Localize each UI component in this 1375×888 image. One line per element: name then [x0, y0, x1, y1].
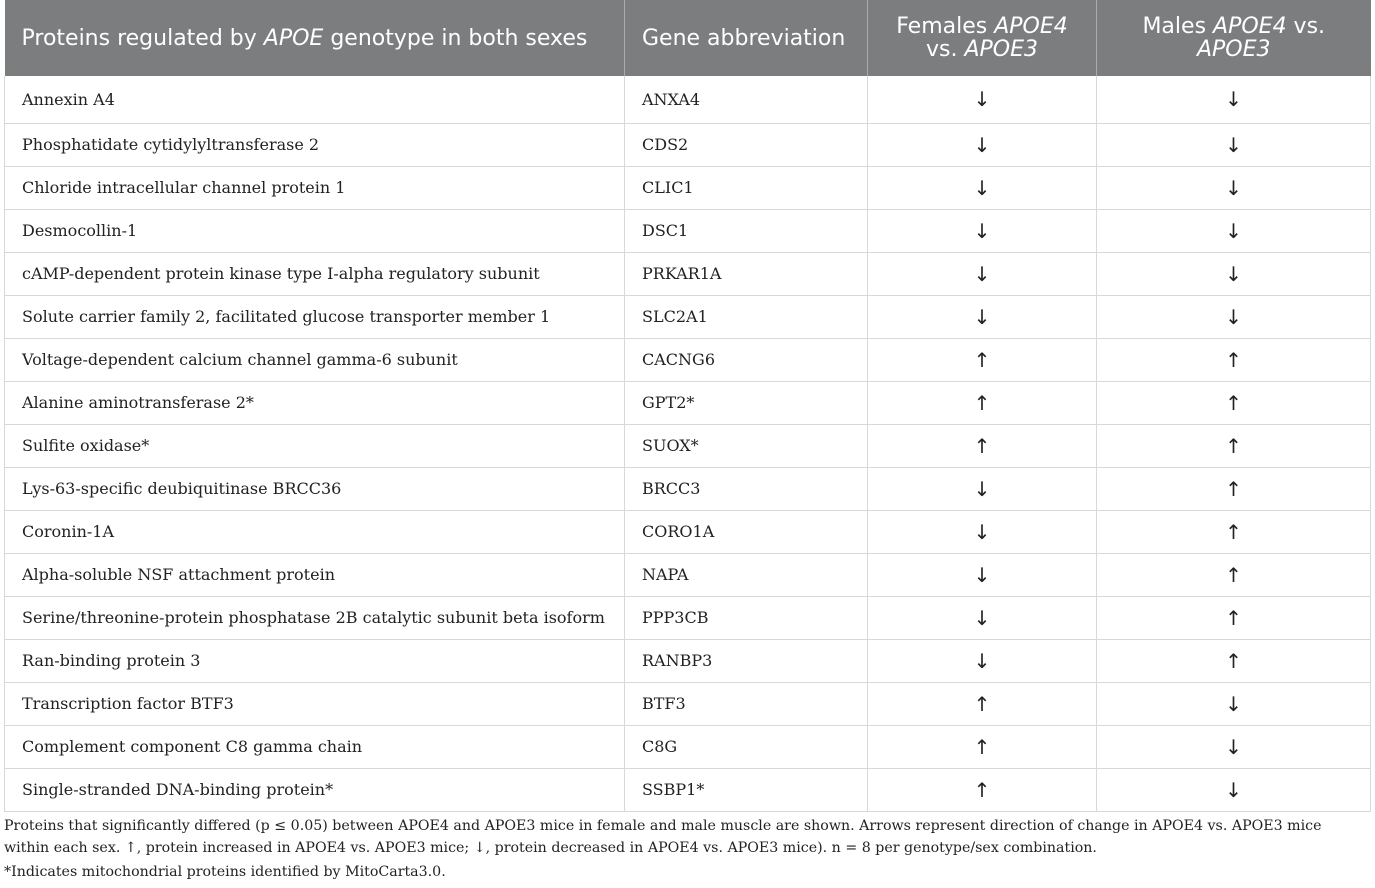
male-direction-arrow: ↓: [1097, 252, 1371, 295]
header-gene-abbreviation: Gene abbreviation: [625, 0, 868, 76]
table-row: [5, 510, 1371, 553]
female-direction-arrow: ↓: [868, 510, 1097, 553]
male-direction-arrow: ↑: [1097, 639, 1371, 682]
protein-name-cell: Serine/threonine-protein phosphatase 2B catalytic subunit beta isoform: [5, 596, 625, 639]
female-direction-arrow: ↓: [868, 596, 1097, 639]
male-direction-arrow: ↓: [1097, 209, 1371, 252]
protein-name-cell: cAMP-dependent protein kinase type I-alpha regulatory subunit: [5, 252, 625, 295]
female-direction-arrow: ↓: [868, 209, 1097, 252]
table-footnotes: [4, 815, 1370, 883]
protein-name-cell: Coronin-1A: [5, 510, 625, 553]
gene-abbreviation-cell: SUOX*: [625, 424, 868, 467]
protein-name-cell: Phosphatidate cytidylyltransferase 2: [5, 123, 625, 166]
protein-table-container: [4, 0, 1370, 812]
female-direction-arrow: ↓: [868, 553, 1097, 596]
table-row: [5, 76, 1371, 123]
table-body: [5, 76, 1371, 811]
header-males: Males APOE4 vs. APOE3: [1097, 0, 1371, 76]
table-row: [5, 768, 1371, 811]
protein-name-cell: Alanine aminotransferase 2*: [5, 381, 625, 424]
male-direction-arrow: ↓: [1097, 295, 1371, 338]
gene-abbreviation-cell: NAPA: [625, 553, 868, 596]
table-row: [5, 338, 1371, 381]
female-direction-arrow: ↓: [868, 639, 1097, 682]
gene-abbreviation-cell: BTF3: [625, 682, 868, 725]
protein-name-cell: Annexin A4: [5, 76, 625, 123]
gene-abbreviation-cell: GPT2*: [625, 381, 868, 424]
male-direction-arrow: ↑: [1097, 553, 1371, 596]
gene-abbreviation-cell: CORO1A: [625, 510, 868, 553]
female-direction-arrow: ↓: [868, 123, 1097, 166]
protein-name-cell: Single-stranded DNA-binding protein*: [5, 768, 625, 811]
male-direction-arrow: ↑: [1097, 381, 1371, 424]
protein-name-cell: Chloride intracellular channel protein 1: [5, 166, 625, 209]
gene-abbreviation-cell: CACNG6: [625, 338, 868, 381]
protein-name-cell: Lys-63-specific deubiquitinase BRCC36: [5, 467, 625, 510]
protein-name-cell: Solute carrier family 2, facilitated glucose transporter member 1: [5, 295, 625, 338]
female-direction-arrow: ↑: [868, 381, 1097, 424]
table-row: [5, 553, 1371, 596]
protein-name-cell: Voltage-dependent calcium channel gamma-6 subunit: [5, 338, 625, 381]
header-proteins: Proteins regulated by APOE genotype in both sexes: [5, 0, 625, 76]
table-row: [5, 123, 1371, 166]
protein-name-cell: Desmocollin-1: [5, 209, 625, 252]
table-header: [5, 0, 1371, 76]
table-row: [5, 424, 1371, 467]
table-row: [5, 252, 1371, 295]
male-direction-arrow: ↓: [1097, 682, 1371, 725]
male-direction-arrow: ↑: [1097, 510, 1371, 553]
protein-name-cell: Ran-binding protein 3: [5, 639, 625, 682]
gene-abbreviation-cell: SSBP1*: [625, 768, 868, 811]
gene-abbreviation-cell: ANXA4: [625, 76, 868, 123]
gene-abbreviation-cell: RANBP3: [625, 639, 868, 682]
male-direction-arrow: ↓: [1097, 166, 1371, 209]
male-direction-arrow: ↑: [1097, 424, 1371, 467]
protein-name-cell: Sulfite oxidase*: [5, 424, 625, 467]
gene-abbreviation-cell: BRCC3: [625, 467, 868, 510]
table-row: [5, 209, 1371, 252]
table-row: [5, 166, 1371, 209]
footnote-mitochondrial: *Indicates mitochondrial proteins identified by MitoCarta3.0.: [4, 864, 446, 880]
table-row: [5, 596, 1371, 639]
footnote-description: Proteins that significantly differed (p ≤ 0.05) between APOE4 and APOE3 mice in female and male muscle are shown. Arrows represent direction of change in APOE4 vs. APOE3 mice within each sex. ↑, protein increased in APOE4 vs. APOE3 mice; ↓, protein decreased in APOE4 vs. APOE3 mice). n = 8 per genotype/sex combination.: [4, 818, 1322, 856]
table-row: [5, 639, 1371, 682]
female-direction-arrow: ↓: [868, 252, 1097, 295]
male-direction-arrow: ↑: [1097, 467, 1371, 510]
table-row: [5, 682, 1371, 725]
header-females: Females APOE4 vs. APOE3: [868, 0, 1097, 76]
header-row: [5, 0, 1371, 76]
table-row: [5, 295, 1371, 338]
protein-name-cell: Transcription factor BTF3: [5, 682, 625, 725]
female-direction-arrow: ↑: [868, 768, 1097, 811]
gene-abbreviation-cell: CDS2: [625, 123, 868, 166]
male-direction-arrow: ↓: [1097, 123, 1371, 166]
female-direction-arrow: ↓: [868, 467, 1097, 510]
gene-abbreviation-cell: PRKAR1A: [625, 252, 868, 295]
protein-table: [4, 0, 1371, 812]
female-direction-arrow: ↑: [868, 725, 1097, 768]
protein-name-cell: Complement component C8 gamma chain: [5, 725, 625, 768]
male-direction-arrow: ↑: [1097, 596, 1371, 639]
female-direction-arrow: ↑: [868, 424, 1097, 467]
gene-abbreviation-cell: CLIC1: [625, 166, 868, 209]
table-row: [5, 467, 1371, 510]
male-direction-arrow: ↑: [1097, 338, 1371, 381]
gene-abbreviation-cell: DSC1: [625, 209, 868, 252]
female-direction-arrow: ↑: [868, 682, 1097, 725]
female-direction-arrow: ↓: [868, 166, 1097, 209]
gene-abbreviation-cell: PPP3CB: [625, 596, 868, 639]
table-row: [5, 381, 1371, 424]
table-row: [5, 725, 1371, 768]
male-direction-arrow: ↓: [1097, 725, 1371, 768]
female-direction-arrow: ↓: [868, 76, 1097, 123]
male-direction-arrow: ↓: [1097, 76, 1371, 123]
gene-abbreviation-cell: C8G: [625, 725, 868, 768]
female-direction-arrow: ↑: [868, 338, 1097, 381]
female-direction-arrow: ↓: [868, 295, 1097, 338]
gene-abbreviation-cell: SLC2A1: [625, 295, 868, 338]
male-direction-arrow: ↓: [1097, 768, 1371, 811]
protein-name-cell: Alpha-soluble NSF attachment protein: [5, 553, 625, 596]
